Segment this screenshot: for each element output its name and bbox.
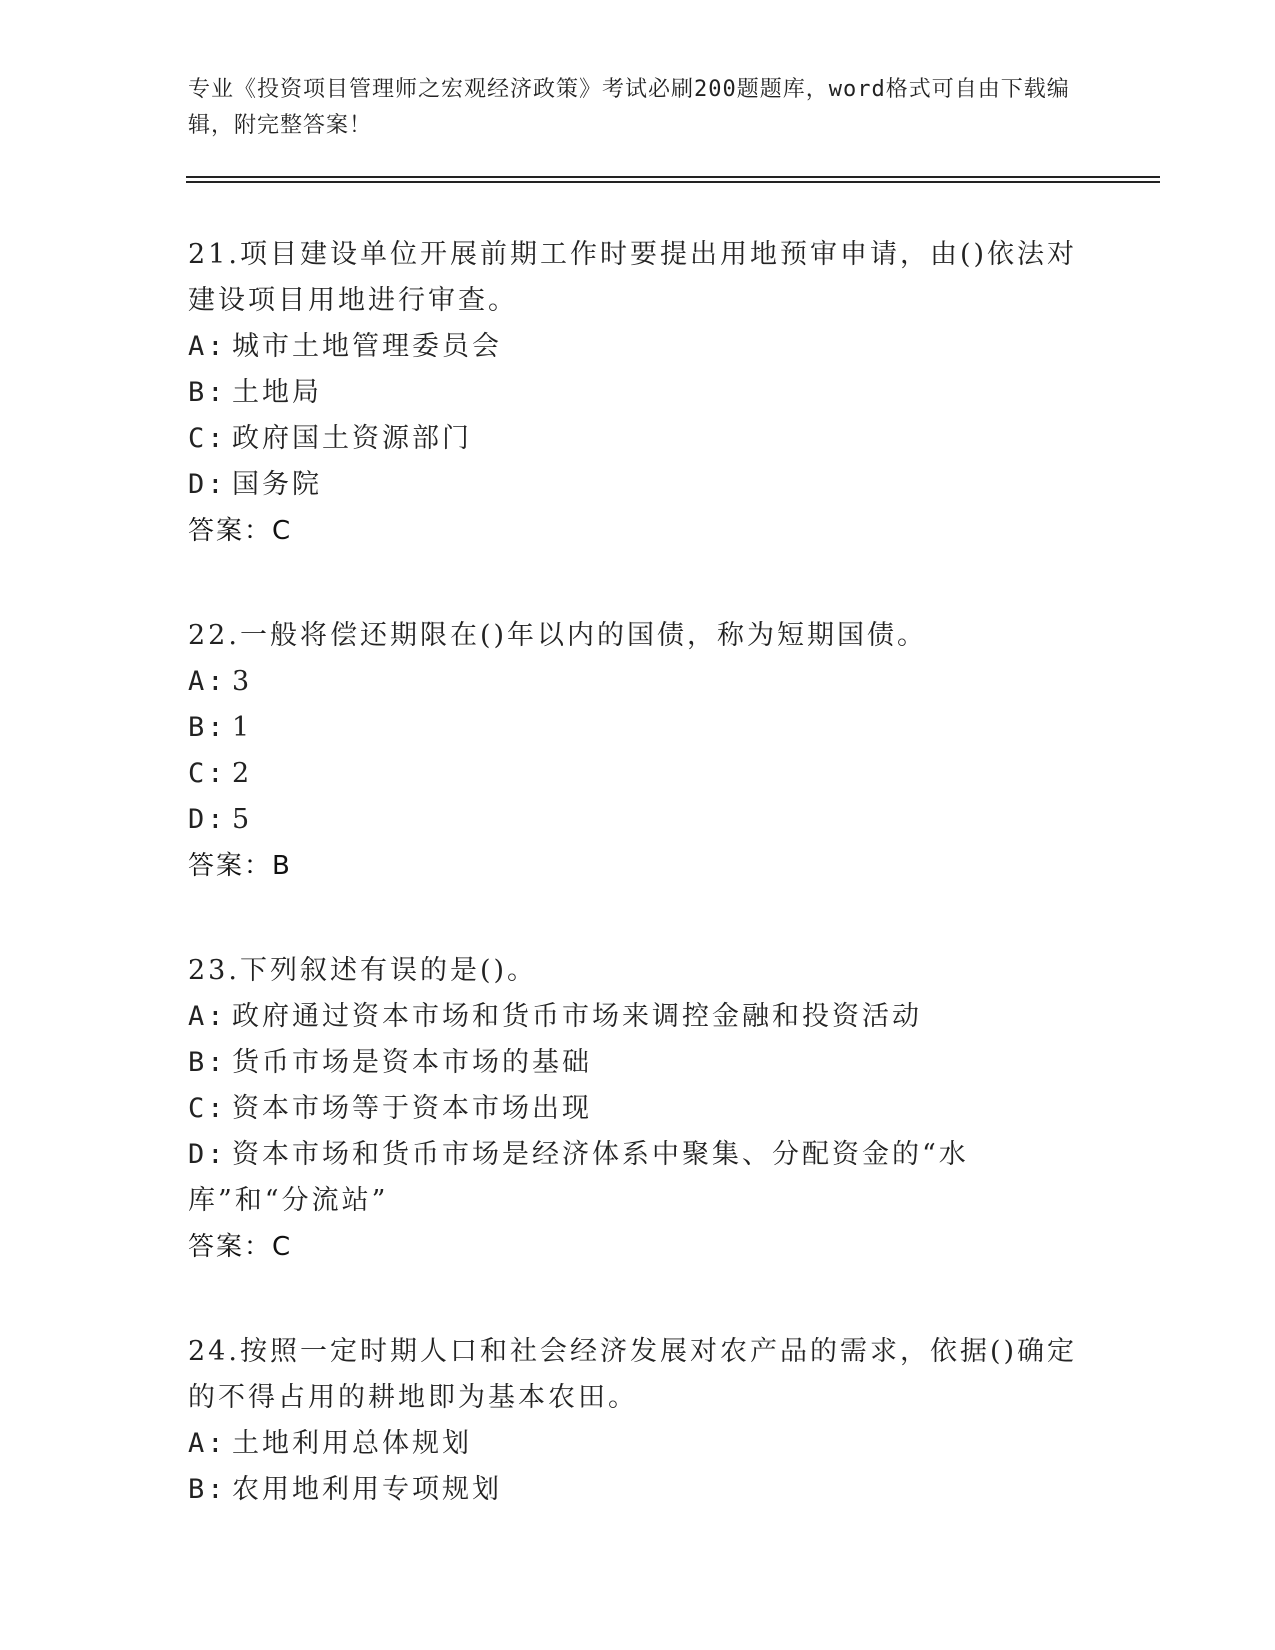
header-divider-top	[186, 176, 1160, 178]
option-key: B:	[188, 712, 227, 743]
option-a	[188, 994, 1088, 1040]
option-key: A:	[188, 331, 227, 362]
option-b	[188, 370, 1088, 416]
answer-line: 答案：C	[188, 1232, 293, 1262]
option-text: 1	[232, 712, 253, 743]
option-a	[188, 1421, 1088, 1467]
option-c	[188, 1086, 1088, 1132]
option-text: 3	[232, 666, 253, 697]
option-text: 资本市场等于资本市场出现	[232, 1093, 592, 1124]
question-23	[188, 948, 1088, 1270]
option-key: B:	[188, 1047, 227, 1078]
question-stem: 22.一般将偿还期限在()年以内的国债，称为短期国债。	[188, 620, 928, 651]
option-b	[188, 1040, 1088, 1086]
option-text: 城市土地管理委员会	[232, 331, 502, 362]
option-d	[188, 797, 1088, 843]
option-key: D:	[188, 469, 227, 500]
option-text: 土地利用总体规划	[232, 1428, 472, 1459]
option-key: B:	[188, 377, 227, 408]
option-key: B:	[188, 1474, 227, 1505]
question-list	[188, 232, 1088, 1572]
answer-line: 答案：B	[188, 851, 292, 881]
question-22	[188, 613, 1088, 889]
header-divider-bottom	[186, 181, 1160, 183]
question-stem: 21.项目建设单位开展前期工作时要提出用地预审申请，由()依法对建设项目用地进行审查。	[188, 239, 1078, 316]
question-stem: 23.下列叙述有误的是()。	[188, 955, 538, 986]
option-b	[188, 705, 1088, 751]
question-24	[188, 1329, 1088, 1513]
option-key: D:	[188, 804, 227, 835]
option-key: C:	[188, 1093, 227, 1124]
option-text: 政府通过资本市场和货币市场来调控金融和投资活动	[232, 1001, 922, 1032]
option-text: 土地局	[232, 377, 322, 408]
answer-line: 答案：C	[188, 516, 293, 546]
option-text: 资本市场和货币市场是经济体系中聚集、分配资金的“水库”和“分流站”	[188, 1139, 969, 1216]
option-key: C:	[188, 758, 227, 789]
option-d	[188, 1132, 1088, 1224]
question-stem: 24.按照一定时期人口和社会经济发展对农产品的需求，依据()确定的不得占用的耕地即为基本农田。	[188, 1336, 1078, 1413]
option-b	[188, 1467, 1088, 1513]
option-text: 农用地利用专项规划	[232, 1474, 502, 1505]
option-a	[188, 324, 1088, 370]
option-text: 国务院	[232, 469, 322, 500]
option-c	[188, 751, 1088, 797]
option-d	[188, 462, 1088, 508]
question-21	[188, 232, 1088, 554]
option-key: A:	[188, 1428, 227, 1459]
document-header: 专业《投资项目管理师之宏观经济政策》考试必刷200题题库，word格式可自由下载编辑，附完整答案！	[188, 77, 1070, 138]
option-text: 5	[232, 804, 253, 835]
option-key: A:	[188, 1001, 227, 1032]
option-a	[188, 659, 1088, 705]
option-key: A:	[188, 666, 227, 697]
option-key: C:	[188, 423, 227, 454]
option-text: 2	[232, 758, 253, 789]
option-text: 货币市场是资本市场的基础	[232, 1047, 592, 1078]
option-text: 政府国土资源部门	[232, 423, 472, 454]
option-key: D:	[188, 1139, 227, 1170]
option-c	[188, 416, 1088, 462]
